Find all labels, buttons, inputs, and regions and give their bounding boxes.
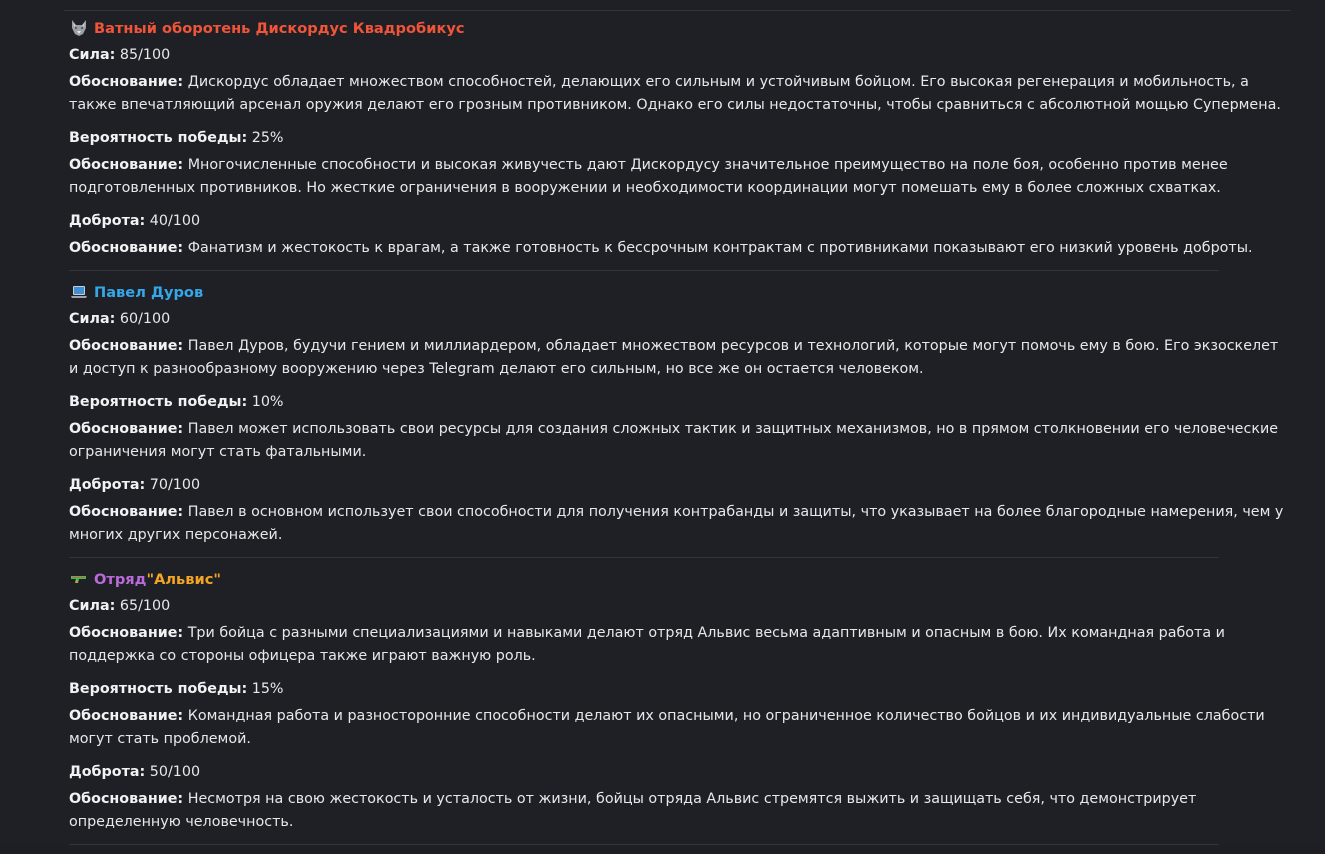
strength-label: Сила: (69, 311, 116, 327)
character-section (69, 16, 1284, 260)
strength-line (69, 595, 1284, 618)
kindness-label: Доброта: (69, 764, 146, 780)
win-reason-text: Командная работа и разносторонние способности делают их опасными, но ограниченное количество бойцов и их индивидуальные слабости могут стать проблемой. (69, 708, 1265, 747)
kindness-line (69, 474, 1284, 497)
wolf-icon (69, 19, 89, 37)
reason-label: Обоснование: (69, 338, 184, 354)
kindness-line (69, 210, 1284, 233)
section-divider (69, 557, 1219, 558)
gun-icon (69, 570, 89, 588)
reason-label: Обоснование: (69, 625, 184, 641)
win-value: 15% (251, 681, 284, 697)
reason-label: Обоснование: (69, 240, 184, 256)
kindness-label: Доброта: (69, 477, 146, 493)
kindness-value: 50/100 (149, 764, 201, 780)
win-value: 25% (251, 130, 284, 146)
strength-value: 60/100 (119, 311, 171, 327)
character-title (69, 280, 1284, 304)
character-section (69, 280, 1284, 547)
kindness-reason-text: Фанатизм и жестокость к врагам, а также готовность к бессрочным контрактам с противниками показывают его низкий уровень доброты. (187, 240, 1253, 256)
section-divider (69, 844, 1219, 845)
character-name: Павел Дуров (94, 283, 204, 301)
kindness-reason-text: Несмотря на свою жестокость и усталость от жизни, бойцы отряда Альвис стремятся выжить и защищать себя, что демонстрирует определенную человечность. (69, 791, 1197, 830)
kindness-line (69, 761, 1284, 784)
reason-label: Обоснование: (69, 791, 184, 807)
win-value: 10% (251, 394, 284, 410)
strength-value: 85/100 (119, 47, 171, 63)
strength-reason-line (69, 622, 1284, 668)
kindness-reason-line (69, 501, 1284, 547)
character-title (69, 16, 1284, 40)
character-name-quoted: "Альвис" (146, 570, 221, 588)
strength-line (69, 44, 1284, 67)
reason-label: Обоснование: (69, 504, 184, 520)
reason-label: Обоснование: (69, 157, 184, 173)
win-line (69, 127, 1284, 150)
message-content (69, 16, 1284, 854)
reason-label: Обоснование: (69, 708, 184, 724)
strength-value: 65/100 (119, 598, 171, 614)
kindness-reason-line (69, 788, 1284, 834)
strength-reason-line (69, 71, 1284, 117)
win-reason-line (69, 705, 1284, 751)
win-label: Вероятность победы: (69, 130, 248, 146)
strength-reason-text: Павел Дуров, будучи гением и миллиардером, обладает множеством ресурсов и технологий, которые могут помочь ему в бою. Его экзоскелет и доступ к разнообразному вооружению через Telegram делают его сильным, но все же он остается человеком. (69, 338, 1279, 377)
win-reason-text: Павел может использовать свои ресурсы для создания сложных тактик и защитных механизмов, но в прямом столкновении его человеческие ограничения могут стать фатальными. (69, 421, 1279, 460)
character-name: Отряд (94, 570, 147, 588)
strength-reason-line (69, 335, 1284, 381)
kindness-reason-line (69, 237, 1284, 260)
top-divider (64, 10, 1291, 11)
strength-reason-text: Три бойца с разными специализациями и навыками делают отряд Альвис весьма адаптивным и опасным в бою. Их командная работа и поддержка со стороны офицера также играют важную роль. (69, 625, 1225, 664)
win-reason-text: Многочисленные способности и высокая живучесть дают Дискордусу значительное преимущество на поле боя, особенно против менее подготовленных противников. Но жесткие ограничения в вооружении и необходимости координации могут помешать ему в более сложных схватках. (69, 157, 1228, 196)
laptop-icon (69, 283, 89, 301)
strength-label: Сила: (69, 598, 116, 614)
section-divider (69, 270, 1219, 271)
kindness-reason-text: Павел в основном использует свои способности для получения контрабанды и защиты, что указывает на более благородные намерения, чем у многих других персонажей. (69, 504, 1284, 543)
strength-label: Сила: (69, 47, 116, 63)
kindness-label: Доброта: (69, 213, 146, 229)
win-line (69, 678, 1284, 701)
kindness-value: 70/100 (149, 477, 201, 493)
win-reason-line (69, 154, 1284, 200)
strength-reason-text: Дискордус обладает множеством способностей, делающих его сильным и устойчивым бойцом. Его высокая регенерация и мобильность, а также впечатляющий арсенал оружия делают его грозным противником. Однако его силы недостаточны, чтобы сравниться с абсолютной мощью Супермена. (69, 74, 1281, 113)
reason-label: Обоснование: (69, 74, 184, 90)
win-label: Вероятность победы: (69, 394, 248, 410)
strength-line (69, 308, 1284, 331)
character-section (69, 567, 1284, 834)
character-title (69, 567, 1284, 591)
reason-label: Обоснование: (69, 421, 184, 437)
win-line (69, 391, 1284, 414)
kindness-value: 40/100 (149, 213, 201, 229)
win-reason-line (69, 418, 1284, 464)
character-name: Ватный оборотень Дискордус Квадробикус (94, 19, 465, 37)
win-label: Вероятность победы: (69, 681, 248, 697)
